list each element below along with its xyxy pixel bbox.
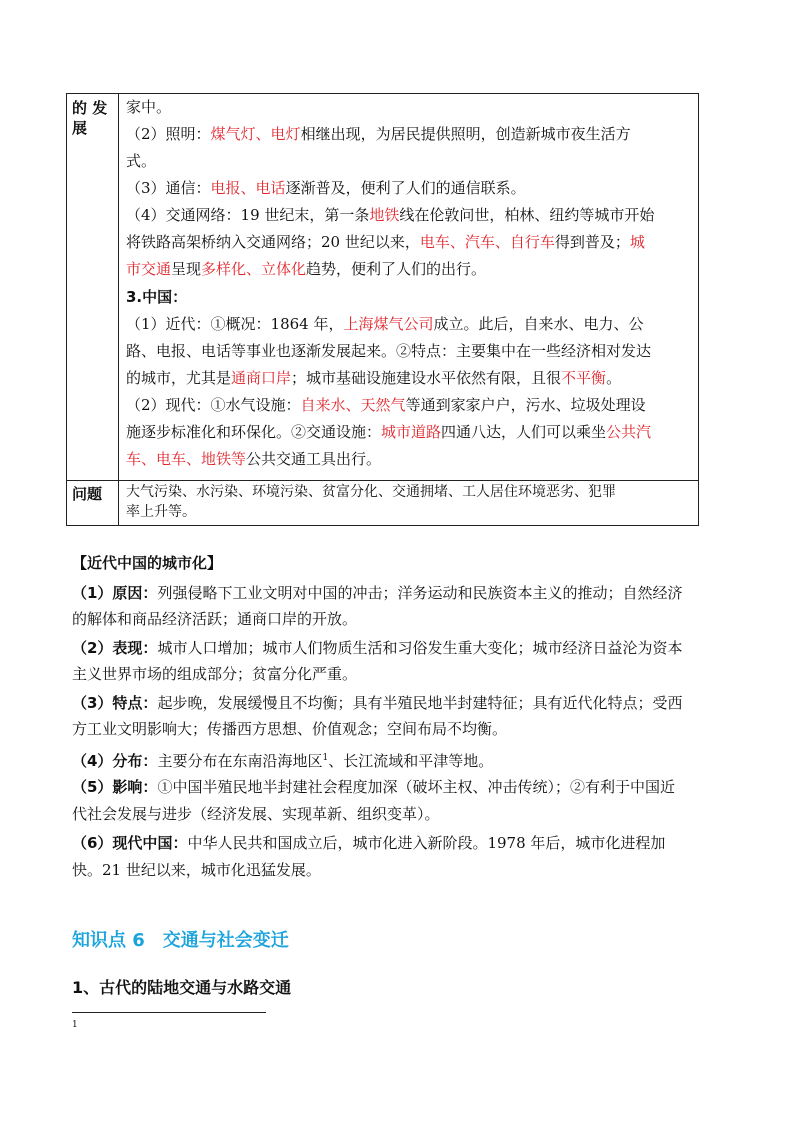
text-span: 式。 bbox=[126, 152, 157, 170]
paragraph-line: （2）表现：城市人口增加；城市人们物质生活和习俗发生重大变化；城市经济日益沦为资本 bbox=[72, 639, 683, 657]
paragraph-line: 代社会发展与进步（经济发展、实现革新、组织变革）。 bbox=[72, 805, 440, 823]
highlighted-term: 通商口岸 bbox=[231, 369, 292, 387]
row-label-cell bbox=[67, 94, 119, 480]
highlighted-term: 自来水、天然气 bbox=[300, 396, 406, 414]
text-line bbox=[126, 422, 651, 442]
table-row-development bbox=[67, 94, 698, 481]
text-span: 施逐步标准化和环保化。②交通设施： bbox=[126, 423, 382, 441]
text-line bbox=[126, 232, 645, 252]
text-line bbox=[126, 314, 644, 334]
text-span: （4）交通网络：19 世纪末，第一条 bbox=[126, 206, 370, 224]
footnote-mark: 1 bbox=[72, 1020, 78, 1030]
highlighted-term: 电报、电话 bbox=[210, 179, 286, 197]
text-line bbox=[126, 287, 187, 307]
highlighted-term: 多样化、立体化 bbox=[201, 260, 307, 278]
text-span: 家中。 bbox=[126, 98, 172, 116]
subheading: 1、古代的陆地交通与水路交通 bbox=[72, 978, 292, 997]
text-span: 等通到家家户户，污水、垃圾处理设 bbox=[405, 396, 646, 414]
text-span: 四通八达，人们可以乘坐 bbox=[441, 423, 607, 441]
text-span: （1）近代：①概况：1864 年， bbox=[126, 315, 344, 333]
highlighted-term: 车、电车、地铁等 bbox=[126, 450, 247, 468]
paragraph-key: （6）现代中国： bbox=[72, 834, 188, 852]
paragraph-key: （3）特点： bbox=[72, 694, 158, 712]
text-line bbox=[126, 124, 631, 144]
paragraph-line: 主义世界市场的组成部分；贫富分化严重。 bbox=[72, 665, 358, 683]
highlighted-term: 煤气灯、电灯 bbox=[210, 125, 301, 143]
highlighted-term: 电车、汽车、自行车 bbox=[419, 233, 555, 251]
text-span: （2）照明： bbox=[126, 125, 211, 143]
text-line bbox=[126, 97, 171, 117]
text-span: 线在伦敦问世，柏林、纽约等城市开始 bbox=[399, 206, 655, 224]
row-label-cell bbox=[67, 480, 119, 525]
text-span: （3）通信： bbox=[126, 179, 211, 197]
paragraph-key: （4）分布： bbox=[72, 752, 158, 770]
text-line bbox=[126, 395, 646, 415]
section-heading: 【近代中国的城市化】 bbox=[72, 554, 223, 572]
text-line bbox=[126, 205, 654, 225]
footnote-rule bbox=[72, 1012, 266, 1013]
text-span: 相继出现，为居民提供照明，创造新城市夜生活方 bbox=[300, 125, 631, 143]
row-label: 的 发展 bbox=[72, 99, 108, 137]
highlighted-term: 城 bbox=[629, 233, 645, 251]
paragraph-line: 快。21 世纪以来，城市化迅猛发展。 bbox=[72, 861, 321, 879]
paragraph-line: （4）分布：主要分布在东南沿海地区$^1$、长江流域和平津等地。 bbox=[72, 752, 494, 770]
text-span: 呈现 bbox=[171, 260, 202, 278]
highlighted-term: 公共汽 bbox=[606, 423, 652, 441]
text-span: 成立。此后，自来水、电力、公 bbox=[433, 315, 644, 333]
highlighted-term: 地铁 bbox=[369, 206, 400, 224]
row-label: 问题 bbox=[72, 485, 103, 503]
text-span: ；城市基础设施建设水平依然有限，且很 bbox=[291, 369, 562, 387]
text-line: 大气污染、水污染、环境污染、贫富分化、交通拥堵、工人居住环境恶劣、犯罪 bbox=[126, 484, 616, 500]
text-line bbox=[126, 178, 526, 198]
text-line: 率上升等。 bbox=[126, 504, 196, 520]
highlighted-term: 上海煤气公司 bbox=[343, 315, 434, 333]
text-span: 公共交通工具出行。 bbox=[246, 450, 382, 468]
paragraph-line: （3）特点：起步晚，发展缓慢且不均衡；具有半殖民地半封建特征；具有近代化特点；受西 bbox=[72, 694, 683, 712]
paragraph-key: （5）影响： bbox=[72, 778, 158, 796]
row-content-cell bbox=[119, 94, 698, 480]
text-span: （2）现代：①水气设施： bbox=[126, 396, 301, 414]
highlighted-term: 不平衡 bbox=[561, 369, 607, 387]
text-line bbox=[126, 341, 651, 361]
text-span: 将铁路高架桥纳入交通网络；20 世纪以来， bbox=[126, 233, 420, 251]
paragraph-line: （6）现代中国：中华人民共和国成立后，城市化进入新阶段。1978 年后，城市化进程加 bbox=[72, 834, 666, 852]
table-row-problems bbox=[67, 480, 698, 525]
text-span: 。 bbox=[606, 369, 622, 387]
content-table bbox=[66, 93, 699, 526]
paragraph-line: （5）影响：①中国半殖民地半封建社会程度加深（破坏主权、冲击传统）；②有利于中国近 bbox=[72, 778, 675, 796]
text-span: 路、电报、电话等事业也逐渐发展起来。②特点：主要集中在一些经济相对发达 bbox=[126, 342, 652, 360]
paragraph-line: 方工业文明影响大；传播西方思想、价值观念；空间布局不均衡。 bbox=[72, 720, 508, 738]
text-line bbox=[126, 259, 486, 279]
highlighted-term: 城市道路 bbox=[381, 423, 442, 441]
text-span: 的城市，尤其是 bbox=[126, 369, 232, 387]
text-span: 逐渐普及，便利了人们的通信联系。 bbox=[285, 179, 526, 197]
footnote-ref: 1 bbox=[322, 753, 329, 763]
text-line bbox=[126, 449, 381, 469]
paragraph-line: （1）原因：列强侵略下工业文明对中国的冲击；洋务运动和民族资本主义的推动；自然经济 bbox=[72, 584, 683, 602]
knowledge-point-title: 知识点 6 交通与社会变迁 bbox=[72, 930, 289, 951]
text-span: 3.中国： bbox=[126, 288, 188, 306]
text-line bbox=[126, 368, 621, 388]
row-content-cell bbox=[119, 480, 698, 525]
paragraph-key: （2）表现： bbox=[72, 639, 158, 657]
text-line bbox=[126, 151, 156, 171]
highlighted-term: 市交通 bbox=[126, 260, 172, 278]
paragraph-key: （1）原因： bbox=[72, 584, 158, 602]
text-span: 趋势，便利了人们的出行。 bbox=[306, 260, 487, 278]
text-span: 得到普及； bbox=[554, 233, 630, 251]
paragraph-line: 的解体和商品经济活跃；通商口岸的开放。 bbox=[72, 610, 358, 628]
